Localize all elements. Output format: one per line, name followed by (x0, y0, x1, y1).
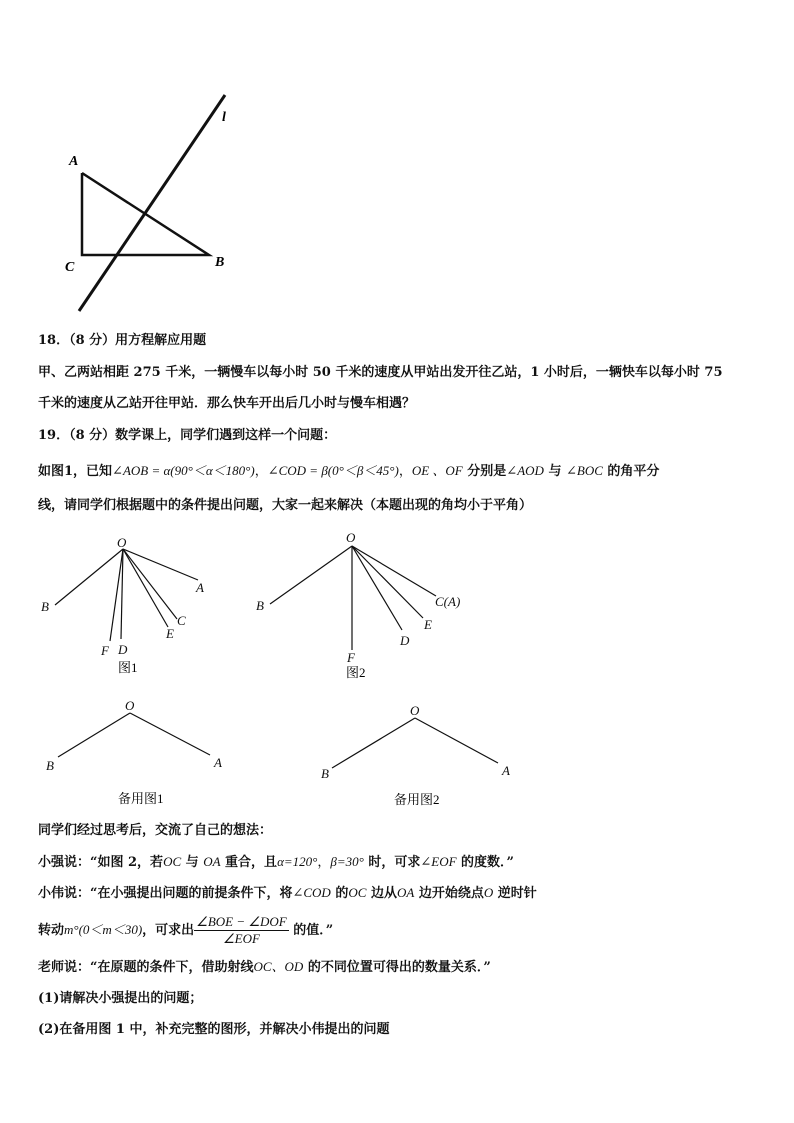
xw-line2-c: 的值．” (288, 923, 334, 938)
xq-oa: OA (203, 854, 221, 869)
ls-a: 老师说：“在原题的条件下，借助射线 (38, 960, 254, 975)
figure-2 (250, 526, 480, 686)
xq-with: 与 (181, 855, 204, 870)
ray-ob (58, 713, 130, 757)
xiaowei-line2 (38, 912, 333, 949)
teacher-line (38, 958, 491, 977)
q18-title: 18．（8 分）用方程解应用题 (38, 333, 207, 348)
xq-end: 的度数．” (456, 855, 515, 870)
fig2-caption: 图2 (346, 665, 366, 680)
backup-figure-2 (318, 700, 528, 812)
xw-e: 逆时针 (493, 886, 537, 901)
xiaoqiang-line (38, 853, 514, 872)
stem-and: 与 (543, 464, 566, 479)
triangle-abc (82, 173, 209, 255)
xq-eof: ∠EOF (420, 854, 457, 869)
backup2-label-o: O (410, 703, 420, 718)
sub-question-1: (1)请解决小强提出的问题； (38, 991, 203, 1006)
fig2-label-o: O (346, 530, 356, 545)
triangle-figure (55, 85, 245, 320)
discussion-line: 同学们经过思考后，交流了自己的想法： (38, 823, 273, 838)
oe-of: OE 、OF (411, 463, 463, 478)
backup1-caption: 备用图1 (118, 791, 164, 806)
fig1-label-f: F (101, 643, 109, 658)
sep2: ， (398, 464, 412, 479)
sub-question-2: (2)在备用图 1 中，补充完整的图形，并解决小伟提出的问题 (38, 1022, 390, 1037)
fig2-label-f: F (347, 650, 355, 665)
ls-rays: OC、OD (253, 959, 304, 974)
sep1: ， (254, 464, 268, 479)
fig2-label-d: D (400, 633, 410, 648)
stem-mid: 分别是 (462, 464, 507, 479)
fig1-label-b: B (41, 599, 49, 614)
backup1-label-o: O (125, 698, 135, 713)
ray-oa (415, 718, 498, 763)
angle-aod: ∠AOD (506, 463, 544, 478)
xw-oc: OC (348, 885, 367, 900)
fig2-label-ca: C(A) (435, 594, 461, 609)
xq-mid: 重合，且 (220, 855, 278, 870)
xq-oc: OC (163, 854, 182, 869)
ray-ob (270, 546, 352, 604)
label-c: C (65, 260, 75, 275)
backup2-label-a: A (502, 763, 510, 778)
fig2-label-b: B (256, 598, 264, 613)
fraction-numerator: ∠BOE − ∠DOF (196, 914, 287, 929)
ratio-fraction (194, 914, 289, 947)
xw-cod: ∠COD (292, 885, 331, 900)
q19-title: 19．（8 分）数学课上，同学们遇到这样一个问题： (38, 428, 337, 443)
fig1-label-a: A (196, 580, 204, 595)
ray-ob (332, 718, 415, 768)
fig2-label-e: E (424, 617, 432, 632)
xq-prefix: 小强说：“如图 2，若 (38, 855, 164, 870)
xiaowei-line1 (38, 884, 537, 903)
fraction-denominator: ∠EOF (222, 931, 260, 946)
xw-a: 小伟说：“在小强提出问题的前提条件下，将 (38, 886, 293, 901)
fig1-label-d: D (118, 642, 128, 657)
q19-stem-line2: 线，请同学们根据题中的条件提出问题，大家一起来解决（本题出现的角均小于平角） (38, 498, 533, 513)
backup2-label-b: B (321, 766, 329, 781)
ls-b: 的不同位置可得出的数量关系．” (303, 960, 491, 975)
backup-figure-1 (38, 695, 238, 810)
label-l: l (222, 110, 226, 125)
line-l (79, 95, 225, 311)
ray-oa (130, 713, 210, 755)
xw-oa: OA (396, 885, 415, 900)
backup1-label-b: B (46, 758, 54, 773)
ray-oc (123, 549, 177, 619)
backup2-caption: 备用图2 (394, 792, 440, 807)
figure-1 (35, 533, 225, 678)
ray-ob (55, 549, 123, 605)
stem-end: 的角平分 (602, 464, 660, 479)
xw-o: O (483, 885, 494, 900)
xw-b: 的 (330, 886, 349, 901)
angle-boc: ∠BOC (565, 463, 603, 478)
xw-line2-b: ，可求出 (142, 923, 195, 938)
label-a: A (69, 154, 79, 169)
xw-line2-a: 转动 (38, 923, 65, 938)
q19-stem-line1 (38, 462, 659, 481)
xq-alpha: α=120° (277, 854, 318, 869)
ray-od (352, 546, 402, 630)
label-b: B (215, 255, 225, 270)
xw-d: 边开始绕点 (414, 886, 484, 901)
fig1-label-o: O (117, 535, 127, 550)
fig1-caption: 图1 (118, 660, 138, 675)
ray-oe (123, 549, 168, 627)
xq-mid2: 时，可求 (363, 855, 421, 870)
xw-m-range: m°(0＜m＜30) (64, 922, 143, 937)
angle-aob-expr: ∠AOB = α(90°＜α＜180°) (112, 463, 255, 478)
q18-line1: 甲、乙两站相距 275 千米，一辆慢车以每小时 50 千米的速度从甲站出发开往乙站，1 小时后，一辆快车以每小时 75 (38, 365, 723, 380)
angle-cod-expr: ∠COD = β(0°＜β＜45°) (267, 463, 399, 478)
q19-stem-prefix: 如图1，已知 (38, 464, 113, 479)
xw-c: 边从 (366, 886, 397, 901)
xq-sep: ， (317, 855, 331, 870)
fig1-label-e: E (166, 626, 174, 641)
backup1-label-a: A (214, 755, 222, 770)
q18-line2: 千米的速度从乙站开往甲站．那么快车开出后几小时与慢车相遇？ (38, 396, 416, 411)
fig1-label-c: C (177, 613, 186, 628)
xq-beta: β=30° (330, 854, 364, 869)
